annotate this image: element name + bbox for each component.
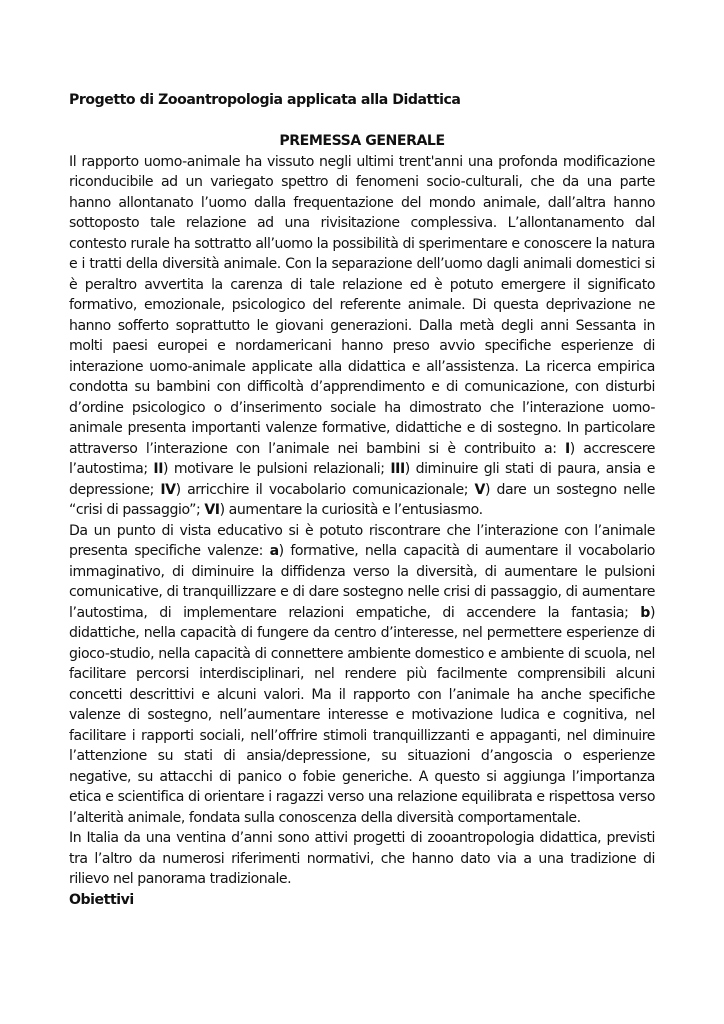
section-heading: PREMESSA GENERALE: [279, 133, 445, 149]
list-item-text: ) dare un sostegno nelle “crisi di passaggio”;: [69, 481, 655, 518]
list-item-text: ) formative, nella capacità di aumentare il vocabolario immaginativo, di diminuire la diffidenza verso la diversità, di aumentare le pulsioni comunicative, di tranquillizzare e di dare sostegno nelle crisi di passaggio, di aumentare l’autostima, di implementare relazioni empatiche, di accendere la fantasia;: [69, 543, 655, 621]
list-marker: I: [564, 440, 570, 457]
list-marker: III: [390, 461, 405, 477]
list-marker: V: [474, 481, 485, 498]
document-page: [69, 90, 655, 910]
list-item-text: ) didattiche, nella capacità di fungere da centro d’interesse, nel permettere esperienze di gioco-studio, nella capacità di connettere ambiente domestico e ambiente di scuola, nel facilitare percorsi interdisciplinari, nel rendere più facilmente comprensibili alcuni concetti descrittivi e alcuni valori. Ma il rapporto con l’animale ha anche specifiche valenze di sostegno, nell’aumentare interesse e motivazione ludica e cognitiva, nel facilitare i rapporti sociali, nell’offrire stimoli tranquillizzanti e appaganti, nel diminuire l’attenzione su stati di ansia/depressione, su situazioni d’angoscia o esperienze negative, su attacchi di panico o fobie generiche. A questo si aggiunga l’importanza etica e scientifica di orientare i ragazzi verso una relazione equilibrata e rispettosa verso l’alterità animale, fondata sulla conoscenza della diversità comportamentale.: [69, 604, 655, 826]
list-marker: IV: [160, 481, 176, 498]
objectives-heading: Obiettivi: [69, 891, 134, 908]
paragraph-intro-text: Il rapporto uomo-animale ha vissuto negli ultimi trent'anni una profonda modificazione riconducibile ad un variegato spettro di fenomeni socio-culturali, che da una parte hanno allontanato l’uomo dalla frequentazione del mondo animale, dall’altra hanno sottoposto tale relazione ad una rivisitazione complessiva. L’allontanamento dal contesto rurale ha sottratto all’uomo la possibilità di sperimentare e conoscere la natura e i tratti della diversità animale. Con la separazione dell’uomo dagli animali domestici si è peraltro avvertita la carenza di tale relazione ed è potuto emergere il significato formativo, emozionale, psicologico del referente animale. Di questa deprivazione ne hanno sofferto soprattutto le giovani generazioni. Dalla metà degli anni Sessanta in molti paesi europei e nordamericani hanno preso avvio specifiche esperienze di interazione uomo-animale applicate alla didattica e all’assistenza. La ricerca empirica condotta su bambini con difficoltà d’apprendimento e di comunicazione, con disturbi d’ordine psicologico o d’inserimento sociale ha dimostrato che l’interazione uomo-animale presenta importanti valenze formative, didattiche e di sostegno. In particolare attraverso l’interazione con l’animale nei bambini si è contribuito a:: [69, 153, 655, 457]
list-marker: a: [269, 543, 279, 559]
list-marker: VI: [204, 502, 220, 518]
document-title: Progetto di Zooantropologia applicata alla Didattica: [69, 92, 461, 108]
paragraph-italy: In Italia da una ventina d’anni sono attivi progetti di zooantropologia didattica, previsti tra l’altro da numerosi riferimenti normativi, che hanno dato via a una tradizione di rilievo nel panorama tradizionale.: [69, 830, 655, 887]
list-item-text: ) motivare le pulsioni relazionali;: [163, 461, 391, 477]
list-marker: II: [153, 461, 163, 477]
paragraph-educational-values: [69, 521, 655, 829]
list-item-text: ) accrescere l’autostima;: [69, 440, 655, 477]
list-item-text: ) aumentare la curiosità e l’entusiasmo.: [219, 502, 483, 518]
paragraph-intro: [69, 152, 655, 521]
list-item-text: ) diminuire gli stati di paura, ansia e depressione;: [69, 461, 655, 498]
paragraph-text: Da un punto di vista educativo si è potuto riscontrare che l’interazione con l’animale presenta specifiche valenze:: [69, 522, 655, 559]
list-item-text: ) arricchire il vocabolario comunicazionale;: [175, 481, 475, 498]
list-marker: b: [640, 604, 650, 621]
